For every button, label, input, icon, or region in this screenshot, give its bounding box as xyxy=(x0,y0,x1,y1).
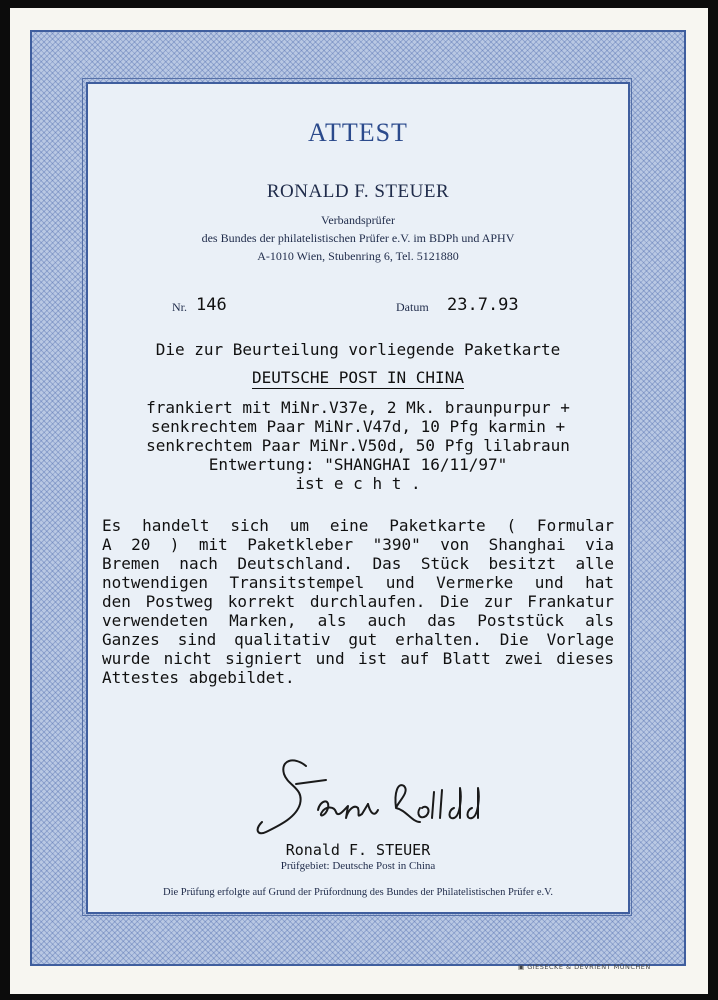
certificate-number: 146 xyxy=(196,295,227,315)
examiner-role: Verbandsprüfer xyxy=(321,213,395,227)
printer-mark xyxy=(518,963,651,971)
examiner-association: des Bundes der philatelistischen Prüfer e.V. im BDPh und APHV xyxy=(201,231,515,245)
paragraph-line: Es handelt sich um eine Paketkarte ( Formular xyxy=(102,516,614,535)
examiner-address: A-1010 Wien, Stubenring 6, Tel. 5121880 xyxy=(257,249,459,263)
intro-line: Die zur Beurteilung vorliegende Paketkarte xyxy=(155,340,561,359)
genuine-statement: ist e c h t . xyxy=(295,474,421,493)
footer-note: Die Prüfung erfolgte auf Grund der Prüfordnung des Bundes der Philatelistischen Prüfer e.V. xyxy=(163,887,553,898)
printer-name: GIESECKE & DEVRIENT MÜNCHEN xyxy=(527,963,651,971)
franking-line: frankiert mit MiNr.V37e, 2 Mk. braunpurpur + xyxy=(146,398,570,417)
paragraph-line: Ganzes sind qualitativ gut erhalten. Die Vorlage xyxy=(102,630,614,649)
certificate-title: ATTEST xyxy=(308,118,408,147)
paragraph-line: Bremen nach Deutschland. Das Stück besitzt alle xyxy=(102,554,614,573)
paragraph-line: wurde nicht signiert und ist auf Blatt zwei dieses xyxy=(102,649,614,668)
signer-name: Ronald F. STEUER xyxy=(285,841,431,859)
franking-line: senkrechtem Paar MiNr.V47d, 10 Pfg karmin + xyxy=(150,417,566,436)
examination-field: Prüfgebiet: Deutsche Post in China xyxy=(280,860,436,872)
paragraph-line: A 20 ) mit Paketkleber "390" von Shanghai via xyxy=(102,535,614,554)
paragraph-line: den Postweg korrekt durchlaufen. Die zur Frankatur xyxy=(102,592,614,611)
description-paragraph xyxy=(102,516,614,687)
cancellation-line: Entwertung: "SHANGHAI 16/11/97" xyxy=(208,455,508,474)
paragraph-line: verwendeten Marken, als auch das Poststück als xyxy=(102,611,614,630)
paragraph-line: Attestes abgebildet. xyxy=(102,668,295,687)
certificate-date: 23.7.93 xyxy=(447,295,519,315)
handwritten-signature xyxy=(248,752,488,844)
paragraph-line: notwendigen Transitstempel und Vermerke und hat xyxy=(102,573,614,592)
date-label: Datum xyxy=(396,300,429,314)
franking-line: senkrechtem Paar MiNr.V50d, 50 Pfg lilabraun xyxy=(146,436,570,455)
country-underlined: DEUTSCHE POST IN CHINA xyxy=(252,368,464,387)
franking-block xyxy=(86,398,630,493)
country-line xyxy=(86,368,630,387)
number-label: Nr. xyxy=(172,300,187,314)
examiner-name: RONALD F. STEUER xyxy=(266,181,450,202)
printer-logo-icon: ▣ xyxy=(518,963,528,971)
